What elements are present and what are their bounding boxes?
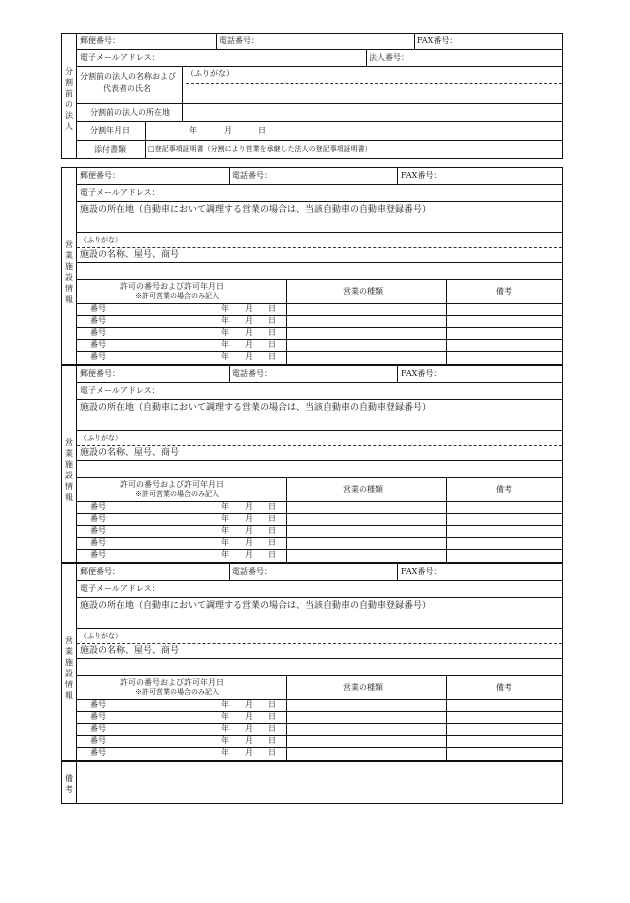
permit-row-month: 月 — [245, 526, 253, 535]
facility-location-label: 施設の所在地（自動車において調理する営業の場合は、当該自動車の自動車登録番号） — [80, 205, 432, 215]
permit-row-number: 番号 — [90, 724, 106, 733]
facility-email-label: 電子メールアドレス： — [80, 386, 160, 395]
permit-row-year: 年 — [221, 700, 229, 709]
split-date-year: 年 — [189, 126, 197, 135]
remarks-input-area[interactable] — [77, 762, 562, 803]
facility-side-label: 営業施設情報 — [65, 240, 73, 304]
permit-row-month: 月 — [245, 700, 253, 709]
permit-row-year: 年 — [221, 526, 229, 535]
facility-fax-label: FAX番号： — [401, 567, 442, 576]
permit-number-header: 許可の番号および許可年月日 — [120, 480, 224, 489]
permit-row-day: 日 — [268, 724, 276, 733]
permit-row-month: 月 — [245, 748, 253, 757]
facility-location-label: 施設の所在地（自動車において調理する営業の場合は、当該自動車の自動車登録番号） — [80, 601, 432, 611]
furigana-divider — [77, 247, 562, 248]
facility-phone-label: 電話番号： — [232, 171, 272, 180]
permit-row-year: 年 — [221, 328, 229, 337]
permit-row-year: 年 — [221, 748, 229, 757]
permit-row-number: 番号 — [90, 352, 106, 361]
split-date-label: 分割年月日 — [90, 126, 130, 135]
permit-row-day: 日 — [268, 538, 276, 547]
permit-row-month: 月 — [245, 316, 253, 325]
permit-row-number: 番号 — [90, 748, 106, 757]
permit-row-number: 番号 — [90, 316, 106, 325]
facility-fax-label: FAX番号： — [401, 369, 442, 378]
permit-row-month: 月 — [245, 328, 253, 337]
attachments-label: 添付書類 — [94, 145, 126, 154]
permit-row-month: 月 — [245, 304, 253, 313]
facility-phone-label: 電話番号： — [232, 369, 272, 378]
permit-row-day: 日 — [268, 514, 276, 523]
pre-split-postal-label: 郵便番号： — [80, 36, 120, 45]
pre-split-location-label: 分割前の法人の所在地 — [90, 108, 170, 117]
remarks-side-label: 備考 — [65, 774, 73, 794]
permit-row-number: 番号 — [90, 712, 106, 721]
permit-row-year: 年 — [221, 502, 229, 511]
remarks-column-header: 備考 — [496, 683, 512, 692]
permit-row-number: 番号 — [90, 526, 106, 535]
permit-row-day: 日 — [268, 328, 276, 337]
permit-row-number: 番号 — [90, 538, 106, 547]
pre-split-corp-number-label: 法人番号： — [369, 53, 409, 62]
split-date-day: 日 — [258, 126, 266, 135]
pre-split-rep-name-label: 分割前の法人の名称および — [80, 72, 176, 81]
furigana-divider — [77, 643, 562, 644]
permit-number-header: 許可の番号および許可年月日 — [120, 678, 224, 687]
pre-split-fax-label: FAX番号： — [417, 36, 458, 45]
permit-row-day: 日 — [268, 316, 276, 325]
business-type-header: 営業の種類 — [343, 485, 383, 494]
permit-row-number: 番号 — [90, 550, 106, 559]
permit-row-year: 年 — [221, 316, 229, 325]
business-type-header: 営業の種類 — [343, 287, 383, 296]
facility-furigana-label: （ふりがな） — [80, 434, 122, 442]
permit-row-year: 年 — [221, 514, 229, 523]
furigana-divider — [77, 445, 562, 446]
permit-row-month: 月 — [245, 724, 253, 733]
permit-row-number: 番号 — [90, 304, 106, 313]
permit-row-number: 番号 — [90, 328, 106, 337]
permit-row-day: 日 — [268, 700, 276, 709]
facility-name-label: 施設の名称、屋号、商号 — [80, 448, 180, 458]
permit-row-month: 月 — [245, 502, 253, 511]
facility-name-label: 施設の名称、屋号、商号 — [80, 646, 180, 656]
permit-row-day: 日 — [268, 304, 276, 313]
facility-email-label: 電子メールアドレス： — [80, 188, 160, 197]
permit-row-day: 日 — [268, 502, 276, 511]
permit-row-year: 年 — [221, 304, 229, 313]
permit-row-day: 日 — [268, 340, 276, 349]
facility-phone-label: 電話番号： — [232, 567, 272, 576]
permit-row-year: 年 — [221, 352, 229, 361]
permit-row-month: 月 — [245, 538, 253, 547]
permit-row-year: 年 — [221, 340, 229, 349]
pre-split-rep-name-label-2: 代表者の氏名 — [103, 84, 151, 93]
business-type-header: 営業の種類 — [343, 683, 383, 692]
facility-furigana-label: （ふりがな） — [80, 236, 122, 244]
facility-location-label: 施設の所在地（自動車において調理する営業の場合は、当該自動車の自動車登録番号） — [80, 403, 432, 413]
permit-row-year: 年 — [221, 724, 229, 733]
facility-name-label: 施設の名称、屋号、商号 — [80, 250, 180, 260]
pre-split-phone-label: 電話番号： — [219, 36, 259, 45]
facility-postal-label: 郵便番号： — [80, 567, 120, 576]
permit-row-month: 月 — [245, 352, 253, 361]
permit-row-day: 日 — [268, 748, 276, 757]
permit-row-month: 月 — [245, 736, 253, 745]
facility-furigana-label: （ふりがな） — [80, 632, 122, 640]
facility-email-label: 電子メールアドレス： — [80, 584, 160, 593]
attachment-registry-checkbox[interactable]: □登記事項証明書（分割により営業を承継した法人の登記事項証明書） — [148, 145, 372, 153]
pre-split-side-label: 分割前の法人 — [65, 67, 73, 131]
remarks-column-header: 備考 — [496, 287, 512, 296]
permit-row-month: 月 — [245, 340, 253, 349]
permit-row-year: 年 — [221, 712, 229, 721]
permit-row-month: 月 — [245, 514, 253, 523]
permit-number-header: 許可の番号および許可年月日 — [120, 282, 224, 291]
permit-row-month: 月 — [245, 550, 253, 559]
remarks-column-header: 備考 — [496, 485, 512, 494]
split-date-month: 月 — [224, 126, 232, 135]
permit-note: ※許可営業の場合のみ記入 — [135, 490, 219, 498]
permit-row-day: 日 — [268, 712, 276, 721]
permit-note: ※許可営業の場合のみ記入 — [135, 688, 219, 696]
permit-row-day: 日 — [268, 352, 276, 361]
facility-postal-label: 郵便番号： — [80, 171, 120, 180]
permit-row-year: 年 — [221, 538, 229, 547]
permit-note: ※許可営業の場合のみ記入 — [135, 292, 219, 300]
permit-row-day: 日 — [268, 550, 276, 559]
permit-row-month: 月 — [245, 712, 253, 721]
permit-row-number: 番号 — [90, 736, 106, 745]
permit-row-day: 日 — [268, 736, 276, 745]
permit-row-number: 番号 — [90, 700, 106, 709]
facility-side-label: 営業施設情報 — [65, 636, 73, 700]
facility-postal-label: 郵便番号： — [80, 369, 120, 378]
permit-row-day: 日 — [268, 526, 276, 535]
facility-side-label: 営業施設情報 — [65, 438, 73, 502]
permit-row-number: 番号 — [90, 514, 106, 523]
pre-split-email-label: 電子メールアドレス： — [80, 53, 160, 62]
permit-row-number: 番号 — [90, 502, 106, 511]
permit-row-number: 番号 — [90, 340, 106, 349]
permit-row-year: 年 — [221, 550, 229, 559]
facility-fax-label: FAX番号： — [401, 171, 442, 180]
furigana-divider — [186, 83, 562, 84]
pre-split-furigana-label: （ふりがな） — [186, 69, 234, 78]
permit-row-year: 年 — [221, 736, 229, 745]
